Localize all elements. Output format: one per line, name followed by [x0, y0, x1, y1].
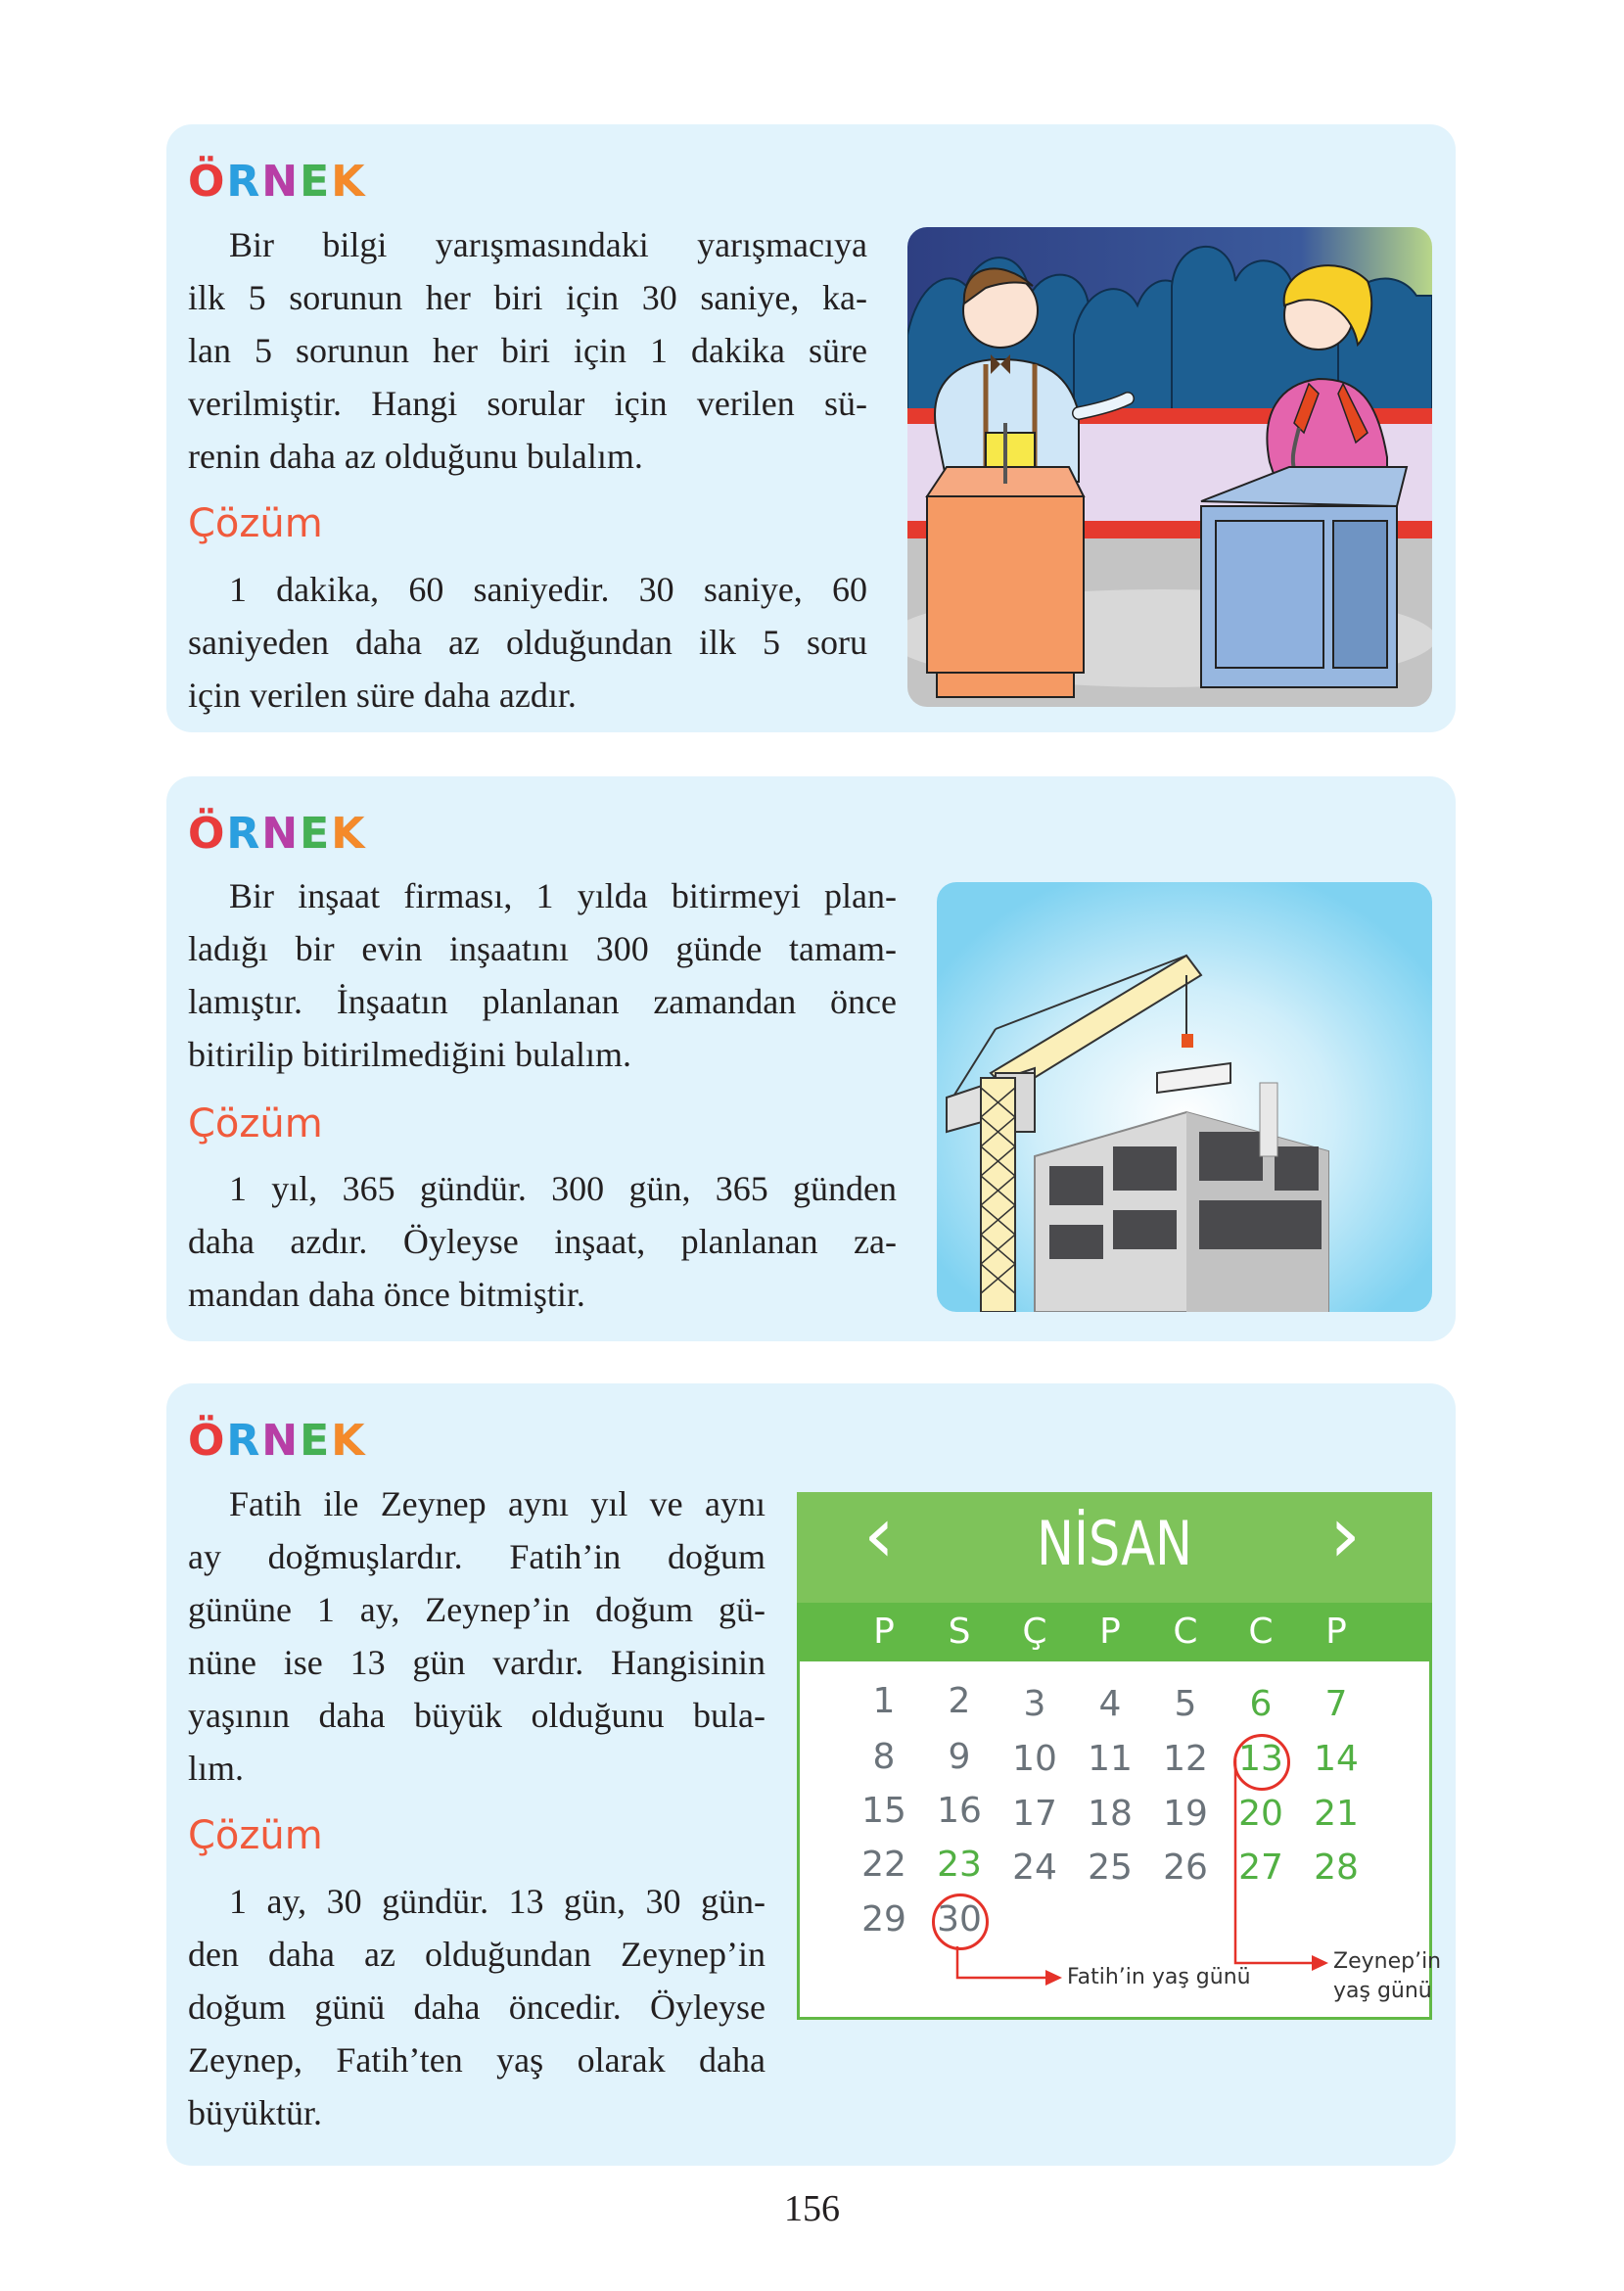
problem-text — [188, 218, 867, 483]
calendar-grid — [797, 1661, 1442, 2020]
text-line: bitirilip bitirilmediğini bulalım. — [188, 1035, 631, 1074]
calendar-day[interactable]: 24 — [1012, 1847, 1057, 1888]
text-line: Fatih ile Zeynep aynı yıl ve aynı — [229, 1484, 766, 1523]
calendar-day[interactable]: 11 — [1088, 1739, 1133, 1779]
text-line: büyüktür. — [188, 2093, 323, 2132]
text-line: den daha az olduğundan Zeynep’in — [188, 1935, 766, 1974]
calendar-weekday-row — [797, 1603, 1432, 1661]
callout-text: Zeynep’in — [1333, 1949, 1442, 1974]
example-card-1 — [166, 124, 1456, 732]
heading-letter: N — [261, 809, 301, 859]
solution-text — [188, 1162, 897, 1321]
calendar-day[interactable]: 26 — [1163, 1847, 1208, 1888]
calendar-day-fatih-birthday[interactable]: 30 — [937, 1899, 982, 1940]
text-line: doğum günü daha öncedir. Öyleyse — [188, 1987, 766, 2027]
heading-letter: N — [261, 1416, 301, 1466]
heading-letter: K — [331, 1416, 367, 1466]
text-line: 1 yıl, 365 gündür. 300 gün, 365 günden — [229, 1169, 897, 1208]
text-line: Zeynep, Fatih’ten yaş olarak daha — [188, 2040, 766, 2080]
heading-letter: Ö — [188, 809, 227, 859]
problem-text — [188, 1477, 766, 1795]
solution-heading: Çözüm — [188, 1813, 323, 1858]
quiz-show-illustration — [907, 227, 1432, 707]
heading-letter: R — [226, 157, 262, 207]
example-heading — [188, 1416, 367, 1466]
calendar-day[interactable]: 10 — [1012, 1739, 1057, 1779]
solution-text — [188, 563, 867, 722]
weekday-label: C — [1173, 1612, 1198, 1652]
calendar-day[interactable]: 19 — [1163, 1794, 1208, 1834]
solution-heading: Çözüm — [188, 1101, 323, 1146]
calendar-day[interactable]: 12 — [1163, 1739, 1208, 1779]
weekday-label: P — [1325, 1612, 1347, 1652]
heading-letter: E — [300, 1416, 332, 1466]
text-line: lan 5 sorunun her biri için 1 dakika süre — [188, 331, 867, 370]
calendar-day[interactable]: 29 — [861, 1899, 906, 1940]
calendar-day[interactable]: 25 — [1088, 1847, 1133, 1888]
calendar-day[interactable]: 18 — [1088, 1794, 1133, 1834]
text-line: verilmiştir. Hangi sorular için verilen sü- — [188, 384, 867, 423]
calendar-day[interactable]: 2 — [948, 1681, 971, 1721]
calendar-day[interactable]: 9 — [948, 1737, 971, 1777]
calendar-day[interactable]: 14 — [1314, 1739, 1359, 1779]
fatih-birthday-callout: Fatih’in yaş günü — [1067, 1965, 1251, 1989]
calendar-day[interactable]: 6 — [1249, 1684, 1273, 1724]
calendar-day[interactable]: 22 — [861, 1845, 906, 1885]
calendar-header — [797, 1489, 1432, 1603]
example-heading — [188, 157, 367, 207]
heading-letter: Ö — [188, 157, 227, 207]
calendar-day[interactable]: 27 — [1238, 1847, 1283, 1888]
text-line: lım. — [188, 1749, 245, 1788]
heading-letter: K — [331, 157, 367, 207]
callout-text: yaş günü — [1333, 1979, 1432, 2003]
calendar-day[interactable]: 17 — [1012, 1794, 1057, 1834]
text-line: renin daha az olduğunu bulalım. — [188, 437, 643, 476]
text-line: için verilen süre daha azdır. — [188, 676, 577, 715]
zeynep-birthday-callout — [1333, 1947, 1441, 2006]
heading-letter: K — [331, 809, 367, 859]
text-line: 1 ay, 30 gündür. 13 gün, 30 gün- — [229, 1882, 766, 1921]
example-card-2 — [166, 776, 1456, 1341]
solution-text — [188, 1875, 766, 2139]
heading-letter: E — [300, 809, 332, 859]
text-line: ay doğmuşlardır. Fatih’in doğum — [188, 1537, 766, 1576]
example-heading — [188, 809, 367, 859]
text-line: yaşının daha büyük olduğunu bula- — [188, 1696, 766, 1735]
heading-letter: E — [300, 157, 332, 207]
calendar-day[interactable]: 16 — [937, 1791, 982, 1831]
chevron-right-icon[interactable]: › — [1329, 1489, 1361, 1580]
calendar-month-title: NİSAN — [1036, 1508, 1193, 1579]
calendar-day[interactable]: 4 — [1098, 1684, 1122, 1724]
solution-heading: Çözüm — [188, 501, 323, 546]
calendar-day-zeynep-birthday[interactable]: 13 — [1238, 1739, 1283, 1779]
weekday-label: C — [1248, 1612, 1274, 1652]
text-line: Bir inşaat firması, 1 yılda bitirmeyi plan- — [229, 876, 897, 915]
weekday-label: Ç — [1022, 1612, 1047, 1652]
calendar-widget — [797, 1489, 1442, 2023]
weekday-label: S — [948, 1612, 971, 1652]
problem-text — [188, 869, 897, 1081]
heading-letter: R — [226, 809, 262, 859]
calendar-day[interactable]: 5 — [1174, 1684, 1197, 1724]
text-line: daha azdır. Öyleyse inşaat, planlanan za- — [188, 1222, 897, 1261]
calendar-day[interactable]: 28 — [1314, 1847, 1359, 1888]
weekday-label: P — [873, 1612, 895, 1652]
calendar-day[interactable]: 8 — [872, 1737, 896, 1777]
weekday-label: P — [1099, 1612, 1121, 1652]
text-line: nüne ise 13 gün vardır. Hangisinin — [188, 1643, 766, 1682]
calendar-day[interactable]: 21 — [1314, 1794, 1359, 1834]
calendar-day[interactable]: 15 — [861, 1791, 906, 1831]
page-number: 156 — [784, 2188, 840, 2229]
chevron-left-icon[interactable]: ‹ — [863, 1489, 895, 1580]
text-line: ladığı bir evin inşaatını 300 günde tamam- — [188, 929, 897, 968]
construction-crane-illustration — [937, 882, 1432, 1312]
text-line: ilk 5 sorunun her biri için 30 saniye, ka- — [188, 278, 867, 317]
text-line: saniyeden daha az olduğundan ilk 5 soru — [188, 623, 867, 662]
calendar-day[interactable]: 3 — [1023, 1684, 1046, 1724]
calendar-day[interactable]: 7 — [1324, 1684, 1348, 1724]
text-line: lamıştır. İnşaatın planlanan zamandan önce — [188, 982, 897, 1021]
text-line: 1 dakika, 60 saniyedir. 30 saniye, 60 — [229, 570, 867, 609]
text-line: Bir bilgi yarışmasındaki yarışmacıya — [229, 225, 867, 264]
heading-letter: N — [261, 157, 301, 207]
calendar-day[interactable]: 20 — [1238, 1794, 1283, 1834]
text-line: mandan daha önce bitmiştir. — [188, 1275, 585, 1314]
calendar-day[interactable]: 23 — [937, 1845, 982, 1885]
text-line: gününe 1 ay, Zeynep’in doğum gü- — [188, 1590, 766, 1629]
calendar-day[interactable]: 1 — [872, 1681, 896, 1721]
heading-letter: Ö — [188, 1416, 227, 1466]
heading-letter: R — [226, 1416, 262, 1466]
